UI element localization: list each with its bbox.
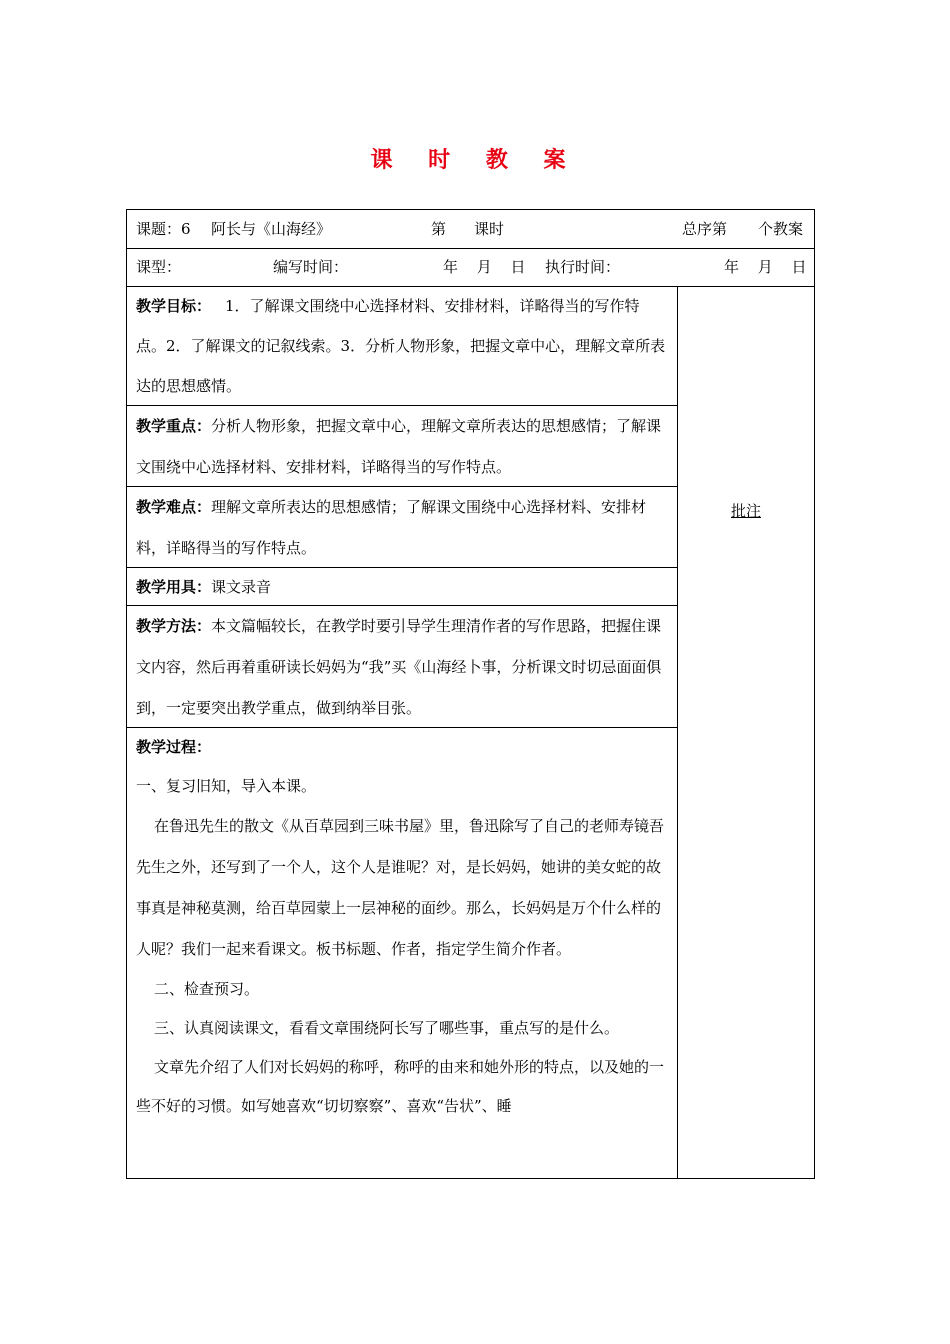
lesson-di: 第 [431, 220, 447, 238]
section-method [127, 606, 677, 728]
annotation-column-divider [677, 286, 678, 1178]
lesson-plan-table [126, 209, 815, 1179]
goals-label: 教学目标： [136, 297, 212, 315]
tools-label: 教学用具： [136, 578, 212, 596]
topic-title: 阿长与《山海经》 [211, 220, 332, 238]
goals-text: 1．了解课文围绕中心选择材料、安排材料，详略得当的写作特点。2．了解课文的记叙线索。3．分析人物形象，把握文章中心，理解文章所表达的思想感情。 [136, 297, 666, 395]
exec-date: 年 月 日 [724, 258, 807, 276]
section-difficulties [127, 487, 677, 568]
order-label: 总序第 [682, 220, 728, 238]
write-date: 年 月 日 [443, 258, 526, 276]
section-tools [127, 568, 677, 606]
process-label: 教学过程： [136, 738, 212, 756]
difficulty-text: 理解文章所表达的思想感情；了解课文围绕中心选择材料、安排材料，详略得当的写作特点。 [136, 498, 647, 557]
process-step-1: 一、复习旧知，导入本课。 [136, 777, 317, 795]
lesson-shi: 课时 [474, 220, 505, 238]
process-paragraph-1: 在鲁迅先生的散文《从百草园到三味书屋》里，鲁迅除写了自己的老师寿镜吾先生之外，还写到了一个人，这个人是谁呢？对，是长妈妈，她讲的美女蛇的故事真是神秘莫测，给百草园蒙上一层神秘的面纱。那么，长妈妈是万个什么样的人呢？我们一起来看课文。板书标题、作者，指定学生简介作者。 [136, 817, 665, 958]
write-time-label: 编写时间： [273, 258, 349, 276]
section-goals [127, 286, 677, 406]
key-text: 分析人物形象，把握文章中心，理解文章所表达的思想感情；了解课文围绕中心选择材料、安排材料，详略得当的写作特点。 [136, 417, 662, 476]
order-suffix: 个教案 [758, 220, 804, 238]
process-step-2: 二、检查预习。 [154, 980, 260, 998]
process-step-3: 三、认真阅读课文，看看文章围绕阿长写了哪些事，重点写的是什么。 [154, 1019, 620, 1037]
key-label: 教学重点： [136, 417, 212, 435]
header-row-type [127, 248, 814, 287]
method-text: 本文篇幅较长，在教学时要引导学生理清作者的写作思路，把握住课文内容，然后再着重研读长妈妈为“我”买《山海经卜事，分析课文时切忌面面俱到，一定要突出教学重点，做到纳举目张。 [136, 617, 662, 717]
difficulty-label: 教学难点： [136, 498, 212, 516]
section-key-points [127, 406, 677, 487]
header-row-topic [127, 210, 814, 249]
tools-text: 课文录音 [211, 578, 272, 596]
type-label: 课型： [136, 258, 182, 276]
process-paragraph-2: 文章先介绍了人们对长妈妈的称呼，称呼的由来和她外形的特点，以及她的一些不好的习惯。如写她喜欢“切切察察”、喜欢“告状”、睡 [136, 1058, 665, 1115]
page-title: 课 时 教 案 [370, 148, 580, 173]
section-process [127, 728, 677, 1178]
exec-time-label: 执行时间： [545, 258, 621, 276]
topic-label: 课题：6 [136, 220, 191, 238]
method-label: 教学方法： [136, 617, 212, 635]
annotation-label: 批注 [730, 502, 761, 520]
